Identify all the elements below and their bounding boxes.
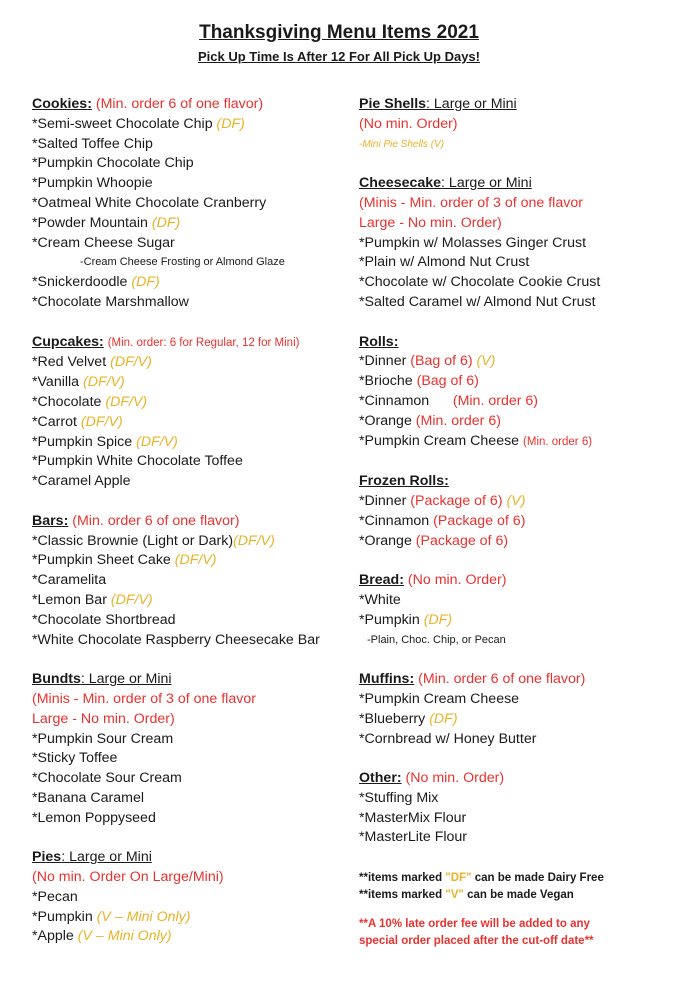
other-heading: Other: (No min. Order) [359,770,505,787]
cupcakes-heading: Cupcakes: (Min. order: 6 for Regular, 12 for Mini) [32,333,300,350]
list-item: *Snickerdoodle (DF) [32,274,160,291]
list-item: *Cornbread w/ Honey Butter [359,730,537,747]
rolls-heading: Rolls: [359,333,399,350]
list-item: *Pumpkin Sour Cream [32,730,174,747]
pies-note: (No min. Order On Large/Mini) [32,869,224,886]
cheesecake-note: Large - No min. Order) [359,214,502,231]
list-item: *Pumpkin Sheet Cake (DF/V) [32,552,217,569]
list-item: *Pumpkin Cream Cheese (Min. order 6) [359,432,593,449]
cheesecake-note: (Minis - Min. order of 3 of one flavor [359,194,583,211]
late-fee-note: **A 10% late order fee will be added to any [359,918,590,931]
list-item: *Apple (V – Mini Only) [32,928,172,945]
page-title: Thanksgiving Menu Items 2021 [199,22,479,43]
list-item: *Banana Caramel [32,789,144,806]
list-item: *Chocolate Marshmallow [32,293,189,310]
list-item: *Pumpkin w/ Molasses Ginger Crust [359,234,587,251]
list-item: *Sticky Toffee [32,750,118,767]
list-item: *Chocolate w/ Chocolate Cookie Crust [359,274,601,291]
bread-heading: Bread: (No min. Order) [359,572,507,589]
list-item: *Carrot (DF/V) [32,413,123,430]
list-item: *Salted Caramel w/ Almond Nut Crust [359,293,596,310]
dairy-free-legend: **items marked "DF" can be made Dairy Free [359,872,604,885]
left-column [32,95,342,947]
pies-heading: Pies: Large or Mini [32,849,152,866]
list-item: *Caramelita [32,572,107,589]
list-item: *Lemon Bar (DF/V) [32,591,153,608]
list-item: *Caramel Apple [32,473,131,490]
pie-shells-heading: Pie Shells: Large or Mini [359,96,517,112]
list-item: *Orange (Package of 6) [359,532,509,549]
list-item: *Pecan [32,888,78,905]
list-item: *Cinnamon (Min. order 6) [359,392,539,409]
list-item: *MasterMix Flour [359,809,467,826]
page-subtitle: Pick Up Time Is After 12 For All Pick Up Days! [197,49,480,64]
muffins-heading: Muffins: (Min. order 6 of one flavor) [359,671,586,688]
list-item: *Plain w/ Almond Nut Crust [359,254,530,271]
bread-sub-note: -Plain, Choc. Chip, or Pecan [367,633,506,646]
list-item: *MasterLite Flour [359,829,468,846]
list-item: *Powder Mountain (DF) [32,214,181,231]
right-column [359,95,659,950]
list-item: *Red Velvet (DF/V) [32,354,152,371]
list-item: *Vanilla (DF/V) [32,374,125,391]
vegan-legend: **items marked "V" can be made Vegan [359,889,574,902]
list-item: *Cinnamon (Package of 6) [359,512,526,529]
list-item: *Brioche (Bag of 6) [359,373,479,390]
list-item: *White [359,591,401,608]
list-item: *Pumpkin Chocolate Chip [32,155,194,172]
list-item: *Dinner (Bag of 6) (V) [359,353,496,370]
list-item: *Lemon Poppyseed [32,809,156,826]
list-item: *White Chocolate Raspberry Cheesecake Bar [32,631,320,648]
list-item: *Pumpkin Whoopie [32,175,153,192]
list-item: *Pumpkin (V – Mini Only) [32,908,191,925]
bundts-note: Large - No min. Order) [32,710,175,727]
list-item: *Pumpkin Spice (DF/V) [32,433,178,450]
list-item: *Semi-sweet Chocolate Chip (DF) [32,115,245,132]
pie-shells-note: (No min. Order) [359,115,458,132]
list-item: *Oatmeal White Chocolate Cranberry [32,194,267,211]
glaze-note: -Cream Cheese Frosting or Almond Glaze [80,256,285,269]
list-item: *Pumpkin White Chocolate Toffee [32,453,243,470]
mini-pie-shells-note: -Mini Pie Shells (V) [359,138,445,150]
bars-heading: Bars: (Min. order 6 of one flavor) [32,512,240,529]
list-item: *Cream Cheese Sugar [32,234,175,251]
list-item: *Pumpkin (DF) [359,611,453,628]
frozen-rolls-heading: Frozen Rolls: [359,473,449,490]
cookies-heading: Cookies: (Min. order 6 of one flavor) [32,96,264,112]
cheesecake-heading: Cheesecake: Large or Mini [359,175,532,192]
bundts-note: (Minis - Min. order of 3 of one flavor [32,690,256,707]
list-item: *Pumpkin Cream Cheese [359,690,520,707]
bundts-heading: Bundts: Large or Mini [32,671,172,688]
list-item: *Dinner (Package of 6) (V) [359,492,526,509]
list-item: *Stuffing Mix [359,789,439,806]
list-item: *Blueberry (DF) [359,710,458,727]
list-item: *Salted Toffee Chip [32,135,153,152]
list-item: *Chocolate (DF/V) [32,393,148,410]
list-item: *Chocolate Shortbread [32,611,176,628]
late-fee-note: special order placed after the cut-off date** [359,935,594,948]
list-item: *Classic Brownie (Light or Dark)(DF/V) [32,532,275,549]
list-item: *Chocolate Sour Cream [32,770,182,787]
list-item: *Orange (Min. order 6) [359,412,501,429]
